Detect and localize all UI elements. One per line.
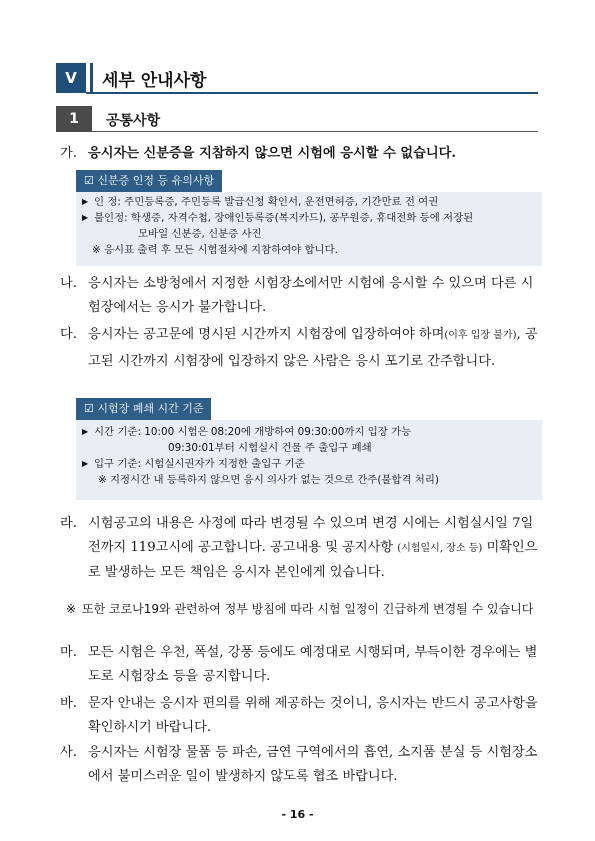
triangle-right-icon: ▶	[82, 197, 89, 206]
item-text: 모든 시험은 우천, 폭설, 강풍 등에도 예정대로 시행되며, 부득이한 경우에는 별도로 시험장소 등을 공지합니다.	[88, 645, 538, 684]
box-line: 불인정: 학생증, 자격수첩, 장애인등록증(복지카드), 공무원증, 휴대전화 등에 저장된	[94, 212, 474, 224]
section-number: V	[56, 63, 86, 93]
item-mark: 바.	[60, 696, 77, 711]
item-text: 응시자는 소방청에서 지정한 시험장소에서만 시험에 응시할 수 있으며 다른 시험장에서는 응시가 불가합니다.	[88, 276, 534, 315]
item-sa	[60, 741, 540, 789]
box-line: 입구 기준: 시험실시권자가 지정한 출입구 기준	[94, 458, 305, 470]
subsection-title: 공통사항	[106, 113, 161, 129]
item-text: 응시자는 신분증을 지참하지 않으면 시험에 응시할 수 없습니다.	[88, 146, 456, 161]
item-text: 문자 안내는 응시자 편의를 위해 제공하는 것이니, 응시자는 반드시 공고사항을 확인하시기 바랍니다.	[88, 696, 538, 735]
note-text: 또한 코로나19와 관련하여 정부 방침에 따라 시험 일정이 긴급하게 변경될 수 있습니다	[82, 602, 534, 616]
item-ma	[60, 641, 540, 689]
item-ga	[60, 142, 540, 166]
item-mark: 다.	[60, 327, 77, 342]
item-ra	[60, 512, 540, 585]
subsection-header	[56, 106, 538, 132]
item-mark: 마.	[60, 645, 77, 660]
list-item	[76, 456, 542, 472]
text-note: (이후 입장 불가)	[444, 330, 517, 341]
subsection-number: 1	[56, 106, 92, 132]
list-item	[76, 210, 542, 226]
triangle-right-icon: ▶	[82, 213, 89, 222]
text-part: , 공고된 시간까지 시험장에 입장하지 않은 사람은 응시 포기로 간주합니다.	[88, 327, 538, 369]
closing-time-box	[76, 420, 542, 500]
section-header	[56, 63, 538, 93]
triangle-right-icon: ▶	[82, 459, 89, 468]
item-mark: 사.	[60, 745, 77, 760]
item-text	[88, 322, 540, 375]
box-line: 인 정: 주민등록증, 주민등록 발급신청 확인서, 운전면허증, 기간만료 전 여권	[94, 196, 439, 208]
item-mark: 가.	[60, 146, 77, 161]
section-underline	[86, 92, 538, 94]
item-ba	[60, 692, 540, 740]
section-title: 세부 안내사항	[102, 71, 207, 91]
subsection-underline	[92, 131, 538, 132]
list-item	[76, 194, 542, 210]
item-na	[60, 272, 540, 320]
triangle-right-icon: ▶	[82, 427, 89, 436]
box-line: 09:30:01부터 시험실시 건물 주 출입구 폐쇄	[168, 442, 372, 454]
box-line: 시간 기준: 10:00 시험은 08:20에 개방하여 09:30:00까지 입장 가능	[94, 426, 412, 438]
box-line: 모바일 신분증, 신분증 사진	[138, 228, 262, 240]
item-da	[60, 322, 540, 375]
page-number: - 16 -	[281, 808, 314, 821]
item-text: 응시자는 시험장 물품 등 파손, 금연 구역에서의 흡연, 소지품 분실 등 시험장소에서 불미스러운 일이 발생하지 않도록 협조 바랍니다.	[88, 745, 538, 784]
note-mark: ※	[66, 602, 77, 616]
closing-time-tag: ☑ 시험장 폐쇄 시간 기준	[76, 398, 211, 420]
section-divider	[90, 63, 93, 93]
text-part: 응시자는 공고문에 명시된 시간까지 시험장에 입장하여야 하며	[88, 327, 445, 342]
item-mark: 나.	[60, 276, 77, 291]
covid-note	[66, 600, 542, 619]
text-part: 미확인으로 발생하는 모든 책임은 응시자 본인에게 있습니다.	[88, 540, 538, 580]
text-note: (시험일시, 장소 등)	[397, 543, 483, 554]
item-text	[88, 512, 540, 585]
text-part: 시험공고의 내용은 사정에 따라 변경될 수 있으며 변경 시에는 시험실시일 7일 전까지 119고시에 공고합니다. 공고내용 및 공지사항	[88, 516, 534, 555]
box-note: ※ 응시표 출력 후 모든 시험절차에 지참하여야 합니다.	[92, 244, 338, 256]
box-note: ※ 지정시간 내 등록하지 않으면 응시 의사가 없는 것으로 간주(불합격 처리)	[98, 474, 439, 486]
id-notice-box	[76, 192, 542, 266]
item-mark: 라.	[60, 516, 77, 531]
list-item	[76, 424, 542, 440]
id-notice-tag: ☑ 신분증 인정 등 유의사항	[76, 170, 222, 192]
